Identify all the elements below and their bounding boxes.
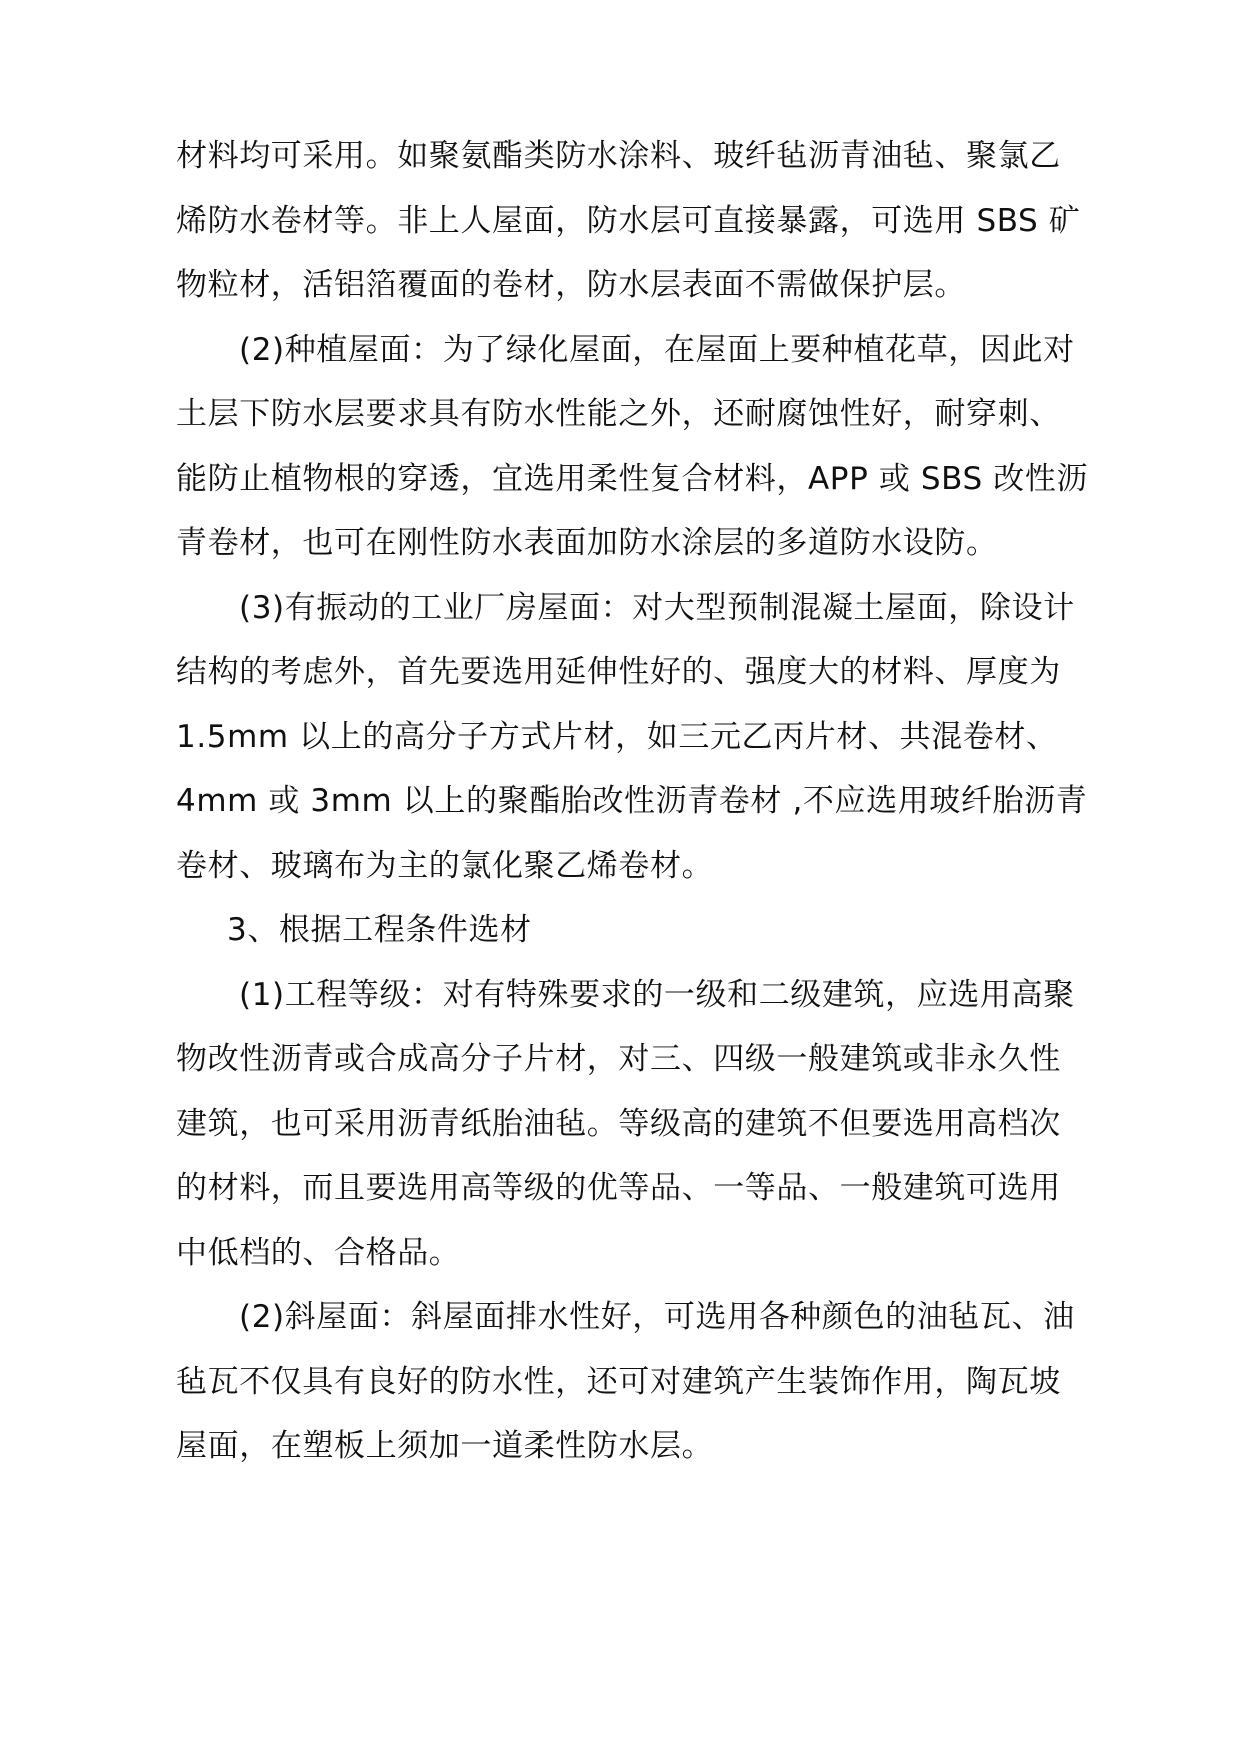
paragraph-start-line: (2)种植屋面：为了绿化屋面，在屋面上要种植花草，因此对: [239, 331, 1075, 368]
text-line: 毡瓦不仅具有良好的防水性，还可对建筑产生装饰作用，陶瓦坡: [176, 1363, 1061, 1400]
body-text: [176, 124, 1116, 1479]
text-line: 青卷材，也可在刚性防水表面加防水涂层的多道防水设防。: [176, 525, 998, 561]
text-line: 建筑，也可采用沥青纸胎油毡。等级高的建筑不但要选用高档次: [176, 1105, 1061, 1142]
text-line: 的材料，而且要选用高等级的优等品、一等品、一般建筑可选用: [176, 1170, 1061, 1206]
text-line: 物粒材，活铝箔覆面的卷材，防水层表面不需做保护层。: [176, 267, 966, 303]
text-line: 卷材、玻璃布为主的氯化聚乙烯卷材。: [176, 847, 714, 884]
paragraph-start-line: (1)工程等级：对有特殊要求的一级和二级建筑，应选用高聚: [239, 976, 1075, 1013]
text-line: 材料均可采用。如聚氨酯类防水涂料、玻纤毡沥青油毡、聚氯乙: [176, 138, 1061, 174]
section-heading: 3、根据工程条件选材: [227, 912, 532, 948]
text-line: 土层下防水层要求具有防水性能之外，还耐腐蚀性好，耐穿刺、: [176, 396, 1061, 432]
text-line: 物改性沥青或合成高分子片材，对三、四级一般建筑或非永久性: [176, 1041, 1061, 1077]
text-line: 烯防水卷材等。非上人屋面，防水层可直接暴露，可选用 SBS 矿: [176, 202, 1081, 239]
text-line: 4mm 或 3mm 以上的聚酯胎改性沥青卷材 ,不应选用玻纤胎沥青: [176, 783, 1088, 819]
text-line: 1.5mm 以上的高分子方式片材，如三元乙丙片材、共混卷材、: [176, 718, 1058, 755]
text-line: 能防止植物根的穿透，宜选用柔性复合材料，APP 或 SBS 改性沥: [176, 460, 1089, 497]
paragraph-start-line: (2)斜屋面：斜屋面排水性好，可选用各种颜色的油毡瓦、油: [239, 1299, 1075, 1335]
text-line: 中低档的、合格品。: [176, 1234, 461, 1271]
text-line: 结构的考虑外，首先要选用延伸性好的、强度大的材料、厚度为: [176, 654, 1061, 690]
paragraph-start-line: (3)有振动的工业厂房屋面：对大型预制混凝土屋面，除设计: [239, 589, 1075, 626]
text-line: 屋面，在塑板上须加一道柔性防水层。: [176, 1428, 714, 1464]
